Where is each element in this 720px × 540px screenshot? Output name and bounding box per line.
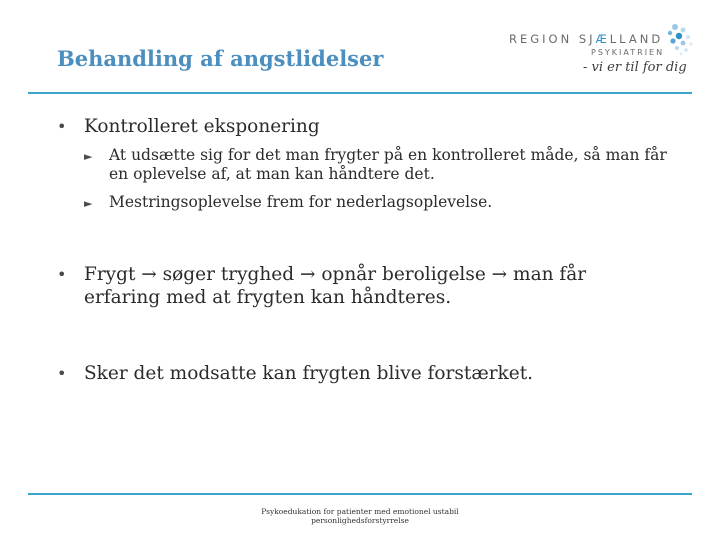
slide-title: Behandling af angstlidelser [57, 46, 384, 71]
triangle-bullet-icon: ► [84, 150, 93, 163]
bullet-3: • Sker det modsatte kan frygten blive forstærket. [57, 363, 534, 384]
region-sjaelland-logo [505, 22, 695, 92]
bullet-1: • Kontrolleret eksponering [57, 116, 320, 137]
bullet-dot-icon: • [57, 117, 67, 136]
footer-divider [28, 493, 692, 495]
logo-slogan: - vi er til for dig [583, 60, 687, 75]
footer-text: Psykoedukation for patienter med emotionel ustabil personlighedsforstyrrelse [261, 507, 459, 525]
subbullet-2: ► Mestringsoplevelse frem for nederlagsoplevelse. [84, 193, 493, 211]
bullet-dot-icon: • [57, 364, 67, 383]
logo-name: REGION SJÆLLAND [509, 32, 664, 46]
subbullet-1: ► At udsætte sig for det man frygter på en kontrolleret måde, så man får en oplevelse af, at man kan håndtere det. [84, 146, 667, 183]
logo-dots-icon [663, 22, 697, 72]
bullet-2: • Frygt → søger tryghed → opnår beroligelse → man får erfaring med at frygten kan håndteres. [57, 264, 587, 308]
triangle-bullet-icon: ► [84, 197, 93, 210]
title-divider [28, 92, 692, 94]
logo-subtitle: PSYKIATRIEN [591, 48, 665, 57]
bullet-dot-icon: • [57, 265, 67, 284]
